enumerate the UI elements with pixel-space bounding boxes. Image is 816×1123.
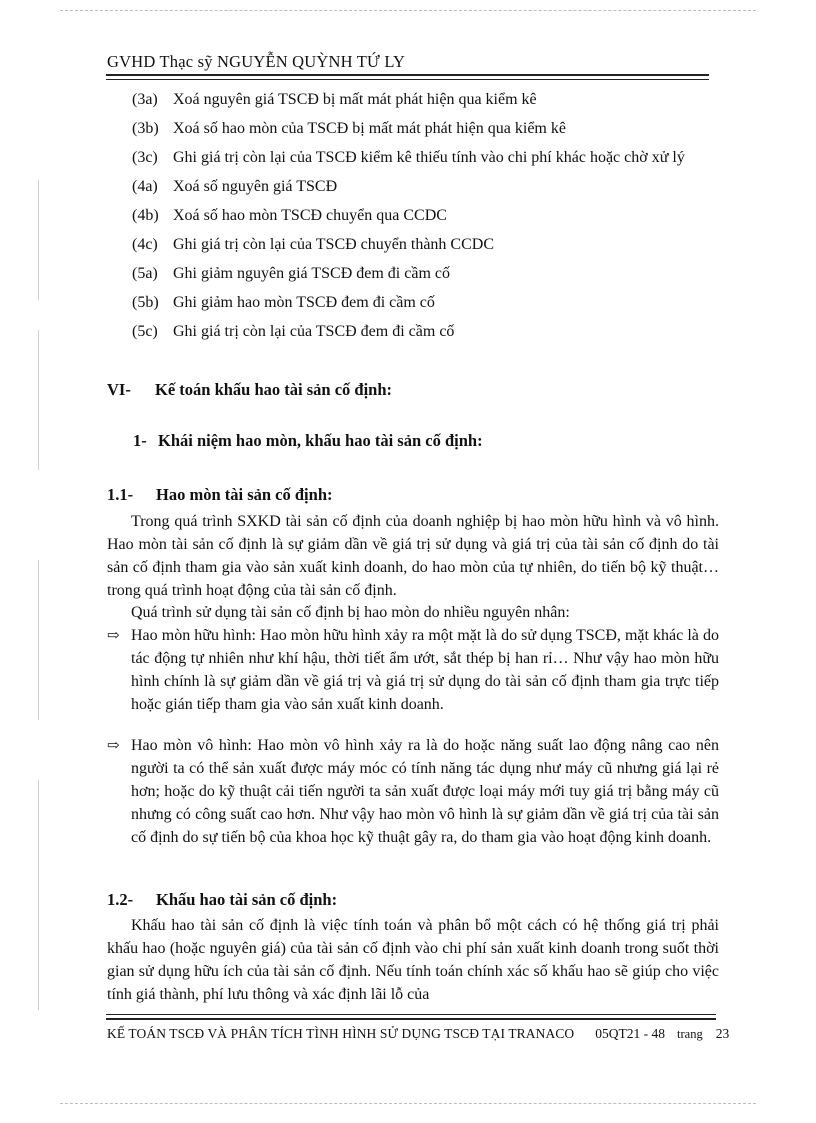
entry-item [132, 117, 722, 140]
scan-dash-bottom [60, 1103, 756, 1106]
footer-page-label: trang [677, 1027, 703, 1041]
section-number: 1.1- [107, 485, 134, 504]
section-title: Khái niệm hao mòn, khấu hao tài sản cố định: [158, 431, 483, 450]
scan-margin-line [38, 330, 39, 470]
entry-item [132, 320, 722, 343]
section-number: VI- [107, 380, 131, 399]
entry-text: Ghi giá trị còn lại của TSCĐ kiểm kê thiếu tính vào chi phí khác hoặc chờ xử lý [173, 149, 685, 166]
page-header: GVHD Thạc sỹ NGUYỄN QUỲNH TỨ LY [107, 52, 406, 71]
section-vi-heading [107, 380, 392, 400]
entry-text: Ghi giảm nguyên giá TSCĐ đem đi cầm cố [173, 265, 450, 282]
entry-code: (5b) [132, 294, 159, 311]
page-number: 23 [715, 1026, 730, 1041]
entry-item [132, 233, 722, 256]
arrow-icon: ⇨ [107, 628, 120, 644]
entry-text: Xoá số hao mòn TSCĐ chuyển qua CCDC [173, 207, 447, 224]
entry-code: (3a) [132, 91, 158, 108]
entry-item [132, 88, 722, 111]
entry-item [132, 146, 722, 169]
entry-item [132, 262, 722, 285]
section-number: 1.2- [107, 890, 134, 909]
header-rule-thick [106, 74, 709, 76]
scan-margin-line [38, 560, 39, 720]
entry-text: Ghi giá trị còn lại của TSCĐ đem đi cầm cố [173, 323, 455, 340]
section-number: 1- [133, 431, 147, 450]
entry-code: (3c) [132, 149, 158, 166]
entry-text: Ghi giá trị còn lại của TSCĐ chuyển thành CCDC [173, 236, 494, 253]
bullet-vo-hinh [107, 734, 719, 849]
entry-item [132, 204, 722, 227]
entry-text: Ghi giảm hao mòn TSCĐ đem đi cầm cố [173, 294, 435, 311]
scan-margin-line [38, 780, 39, 1010]
paragraph-hao-mon: Trong quá trình SXKD tài sản cố định của doanh nghiệp bị hao mòn hữu hình và vô hình. Hao mòn tài sản cố định là sự giảm dần về giá trị sử dụng và giá trị của tài sản cố định do tài sản cố định tham gia vào sản xuất kinh doanh, do hao mòn của tự nhiên, do tiến bộ kỹ thuật… trong quá trình hoạt động của tài sản cố định. [107, 513, 719, 599]
entry-text: Xoá nguyên giá TSCĐ bị mất mát phát hiện qua kiểm kê [173, 91, 537, 108]
entry-text: Xoá số nguyên giá TSCĐ [173, 178, 338, 195]
entry-text: Xoá số hao mòn của TSCĐ bị mất mát phát hiện qua kiểm kê [173, 120, 566, 137]
entry-code: (4c) [132, 236, 158, 253]
entry-code: (3b) [132, 120, 159, 137]
section-title: Khấu hao tài sản cố định: [156, 890, 338, 909]
header-rule-thin [106, 79, 709, 80]
footer-rule-thick [106, 1018, 716, 1020]
bullet-huu-hinh [107, 624, 719, 716]
entry-code: (5c) [132, 323, 158, 340]
section-title: Kế toán khấu hao tài sản cố định: [155, 380, 393, 399]
footer-rule-thin [106, 1014, 716, 1015]
entry-code: (4a) [132, 178, 158, 195]
section-1-2-heading [107, 890, 337, 910]
scan-margin-line [38, 180, 39, 300]
entry-item [132, 291, 722, 314]
paragraph-khau-hao: Khấu hao tài sản cố định là việc tính toán và phân bổ một cách có hệ thống giá trị phải khấu hao (hoặc nguyên giá) của tài sản cố định vào chi phí sản xuất kinh doanh trong suốt thời gian sử dụng hữu ích của tài sản cố định. Nếu tính toán chính xác số khấu hao sẽ giúp cho việc tính giá thành, phí lưu thông và xác định lãi lỗ của [107, 917, 719, 1003]
entry-code: (4b) [132, 207, 159, 224]
scan-dash-top [60, 10, 756, 13]
footer-code: 05QT21 - 48 [595, 1026, 666, 1041]
entry-item [132, 175, 722, 198]
paragraph-nguyen-nhan: Quá trình sử dụng tài sản cố định bị hao mòn do nhiều nguyên nhân: [131, 604, 570, 621]
bullet-text: Hao mòn hữu hình: Hao mòn hữu hình xảy ra một mặt là do sử dụng TSCĐ, mặt khác là do tác động tự nhiên như khí hậu, thời tiết ẩm ướt, sắt thép bị han rỉ… Như vậy hao mòn hữu hình chính là sự giảm dần về giá trị và giá trị sử dụng do tài sản cố định tham gia trực tiếp hoặc gián tiếp tham gia vào sản xuất kinh doanh. [131, 627, 719, 713]
section-title: Hao mòn tài sản cố định: [156, 485, 333, 504]
section-1-heading [133, 431, 483, 451]
page-footer [107, 1026, 755, 1042]
entry-code: (5a) [132, 265, 158, 282]
entry-list [132, 88, 722, 349]
footer-title: KẾ TOÁN TSCĐ VÀ PHÂN TÍCH TÌNH HÌNH SỬ DỤNG TSCĐ TẠI TRANACO [107, 1026, 575, 1041]
section-1-1-heading [107, 485, 333, 505]
bullet-text: Hao mòn vô hình: Hao mòn vô hình xảy ra là do hoặc năng suất lao động nâng cao nên người ta có thể sản xuất được máy móc có tính năng tác dụng như máy cũ nhưng giá lại rẻ hơn; hoặc do kỹ thuật cải tiến người ta sản xuất được loại máy mới tuy giá trị bằng máy cũ nhưng có công suất cao hơn. Như vậy hao mòn vô hình là sự giảm dần về giá trị của tài sản cố định do sự tiến bộ của khoa học kỹ thuật gây ra, do tham gia vào hoạt động kinh doanh. [131, 737, 719, 846]
arrow-icon: ⇨ [107, 738, 120, 754]
